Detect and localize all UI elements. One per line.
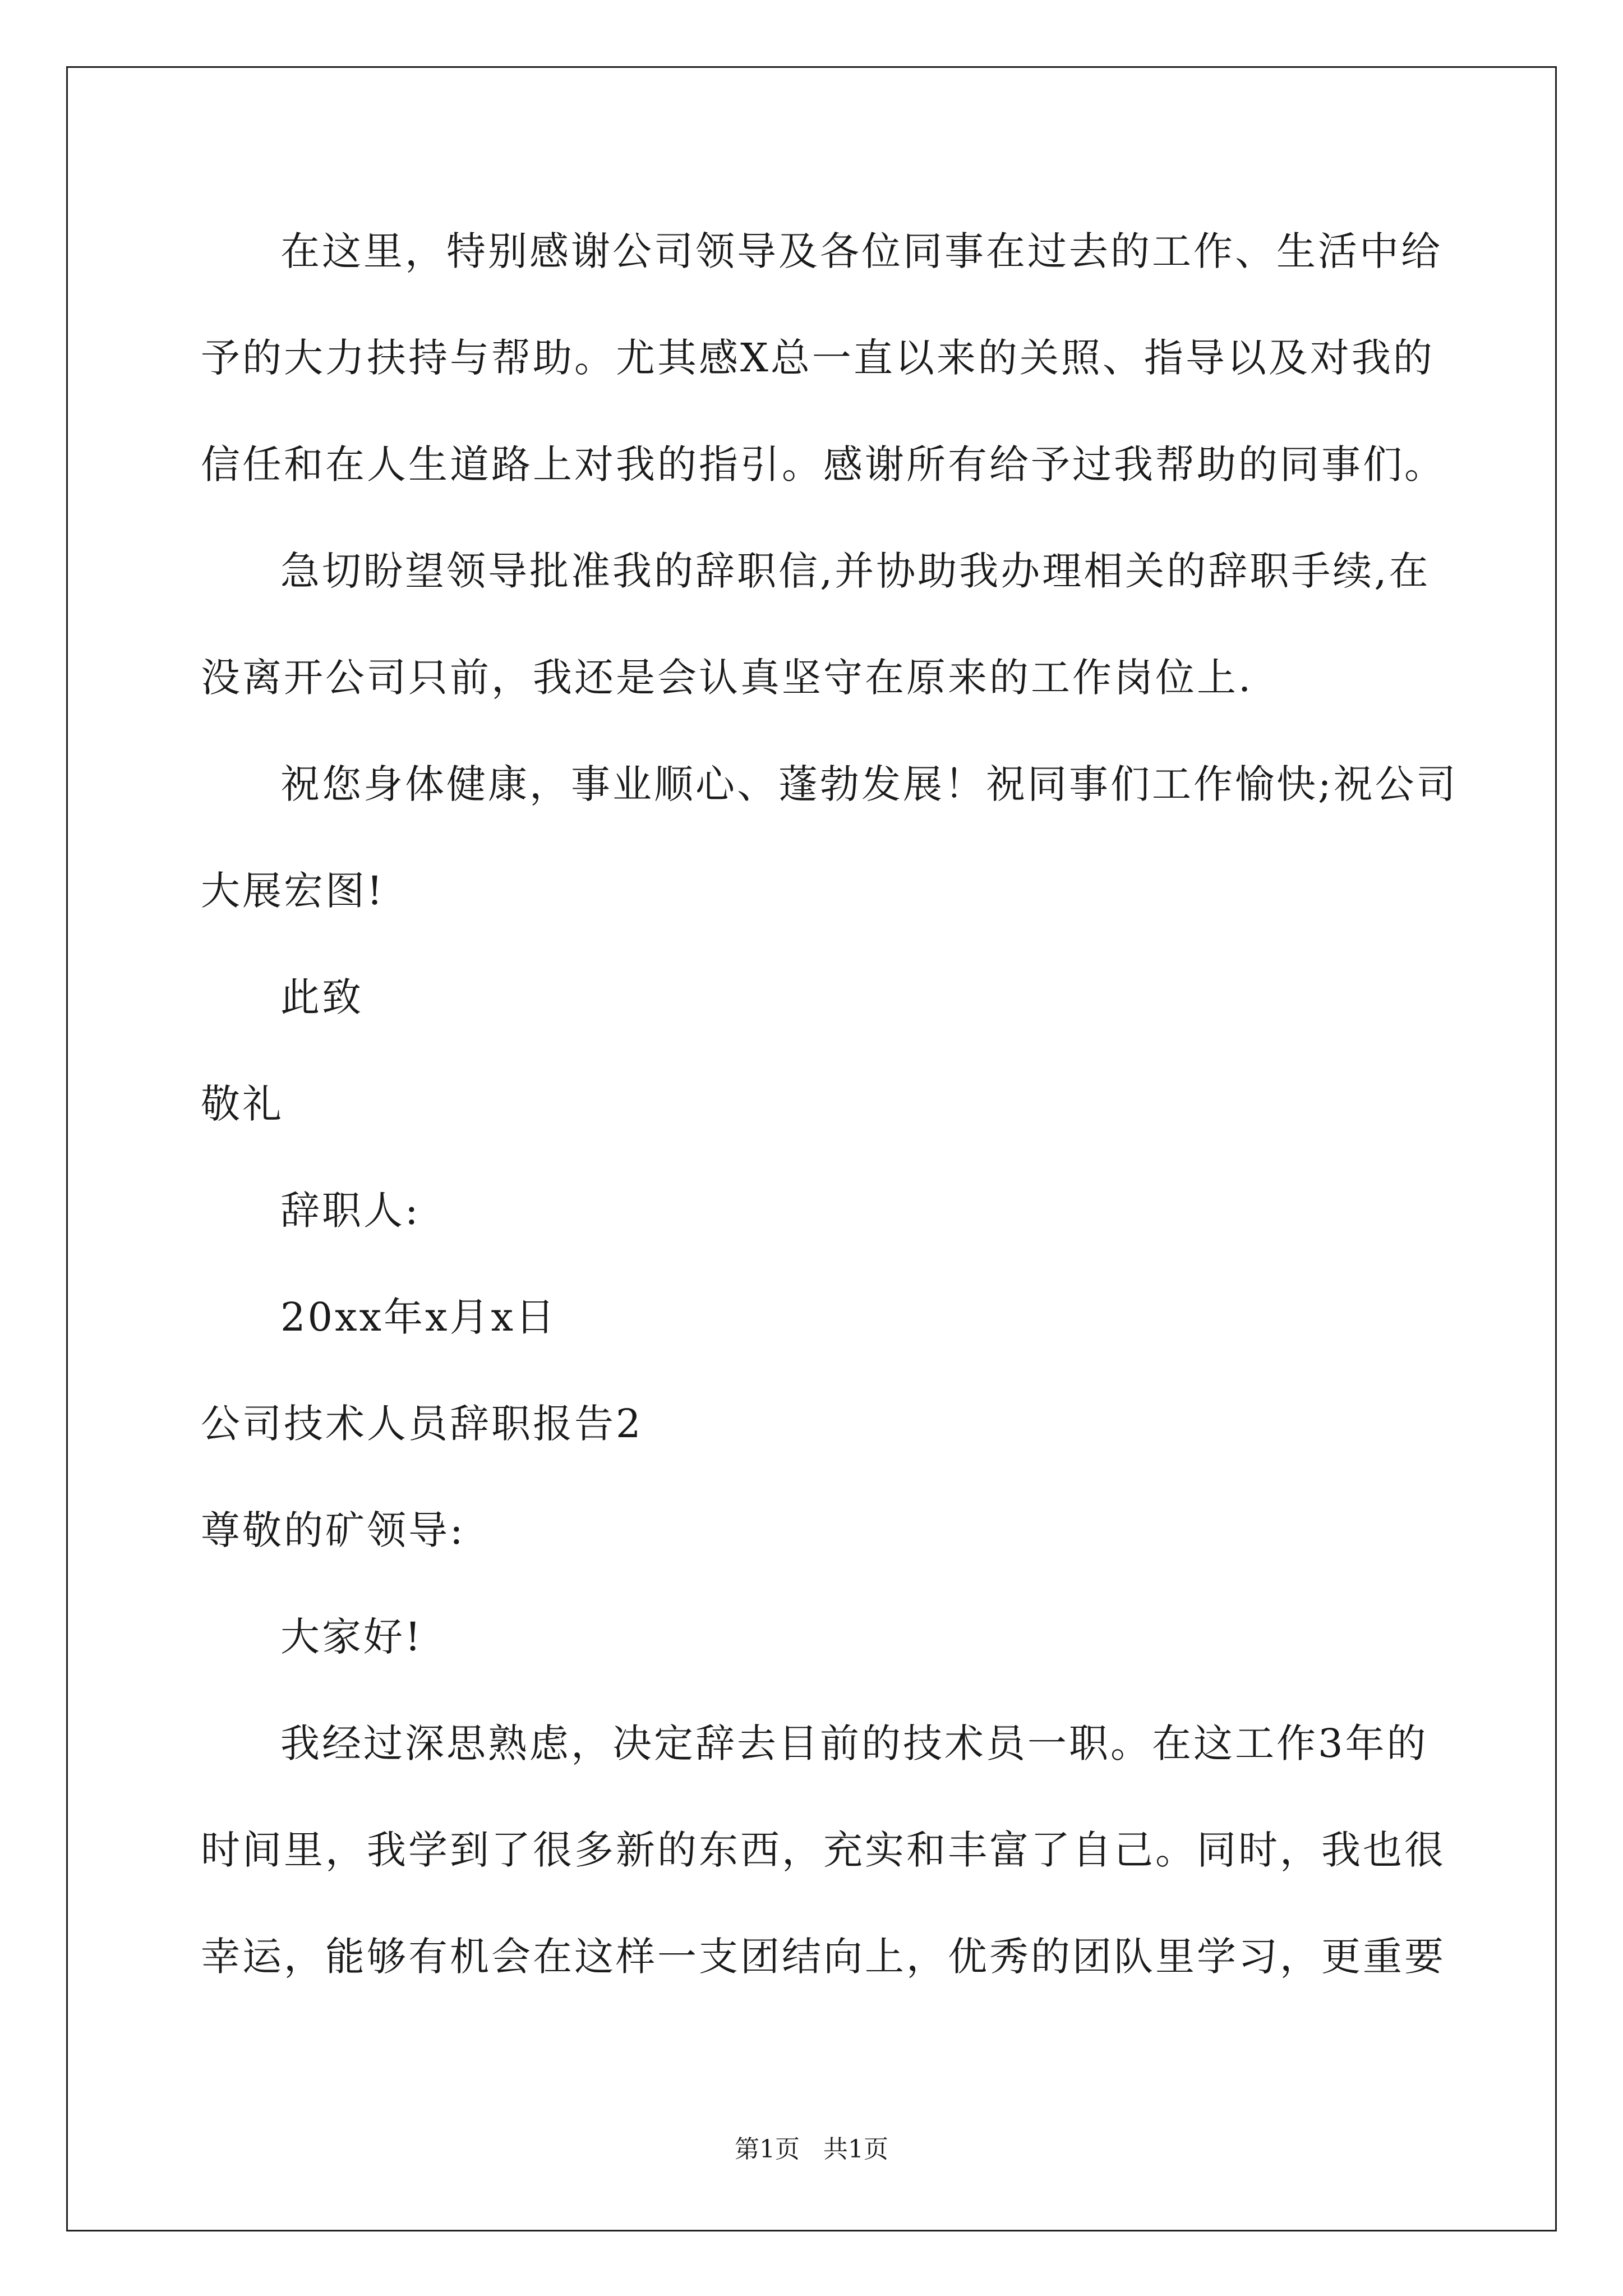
paragraph-line: 祝您身体健康，事业顺心、蓬勃发展！祝同事们工作愉快;祝公司	[280, 761, 1458, 807]
paragraph-line: 予的大力扶持与帮助。尤其感X总一直以来的关照、指导以及对我的	[201, 335, 1435, 381]
signature-label: 辞职人:	[280, 1188, 421, 1234]
date-line: 20xx年x月x日	[280, 1294, 557, 1340]
paragraph-line: 大展宏图!	[201, 868, 385, 914]
paragraph-line: 在这里，特别感谢公司领导及各位同事在过去的工作、生活中给	[280, 228, 1442, 274]
paragraph-line: 幸运，能够有机会在这样一支团结向上，优秀的团队里学习，更重要	[201, 1934, 1446, 1980]
greeting-addressee: 尊敬的矿领导:	[201, 1507, 465, 1553]
page-border	[66, 66, 1557, 2231]
paragraph-line: 信任和在人生道路上对我的指引。感谢所有给予过我帮助的同事们。	[201, 441, 1446, 487]
paragraph-line: 时间里，我学到了很多新的东西，充实和丰富了自己。同时，我也很	[201, 1827, 1446, 1873]
page-footer: 第1页 共1页	[735, 2135, 888, 2164]
greeting: 大家好!	[280, 1614, 423, 1660]
section-title: 公司技术人员辞职报告2	[201, 1401, 643, 1447]
paragraph-line: 急切盼望领导批准我的辞职信,并协助我办理相关的辞职手续,在	[280, 548, 1431, 594]
closing-regards: 敬礼	[201, 1081, 284, 1127]
paragraph-line: 我经过深思熟虑，决定辞去目前的技术员一职。在这工作3年的	[280, 1720, 1428, 1766]
paragraph-line: 没离开公司只前，我还是会认真坚守在原来的工作岗位上.	[201, 655, 1253, 701]
closing-salutation: 此致	[280, 974, 363, 1020]
